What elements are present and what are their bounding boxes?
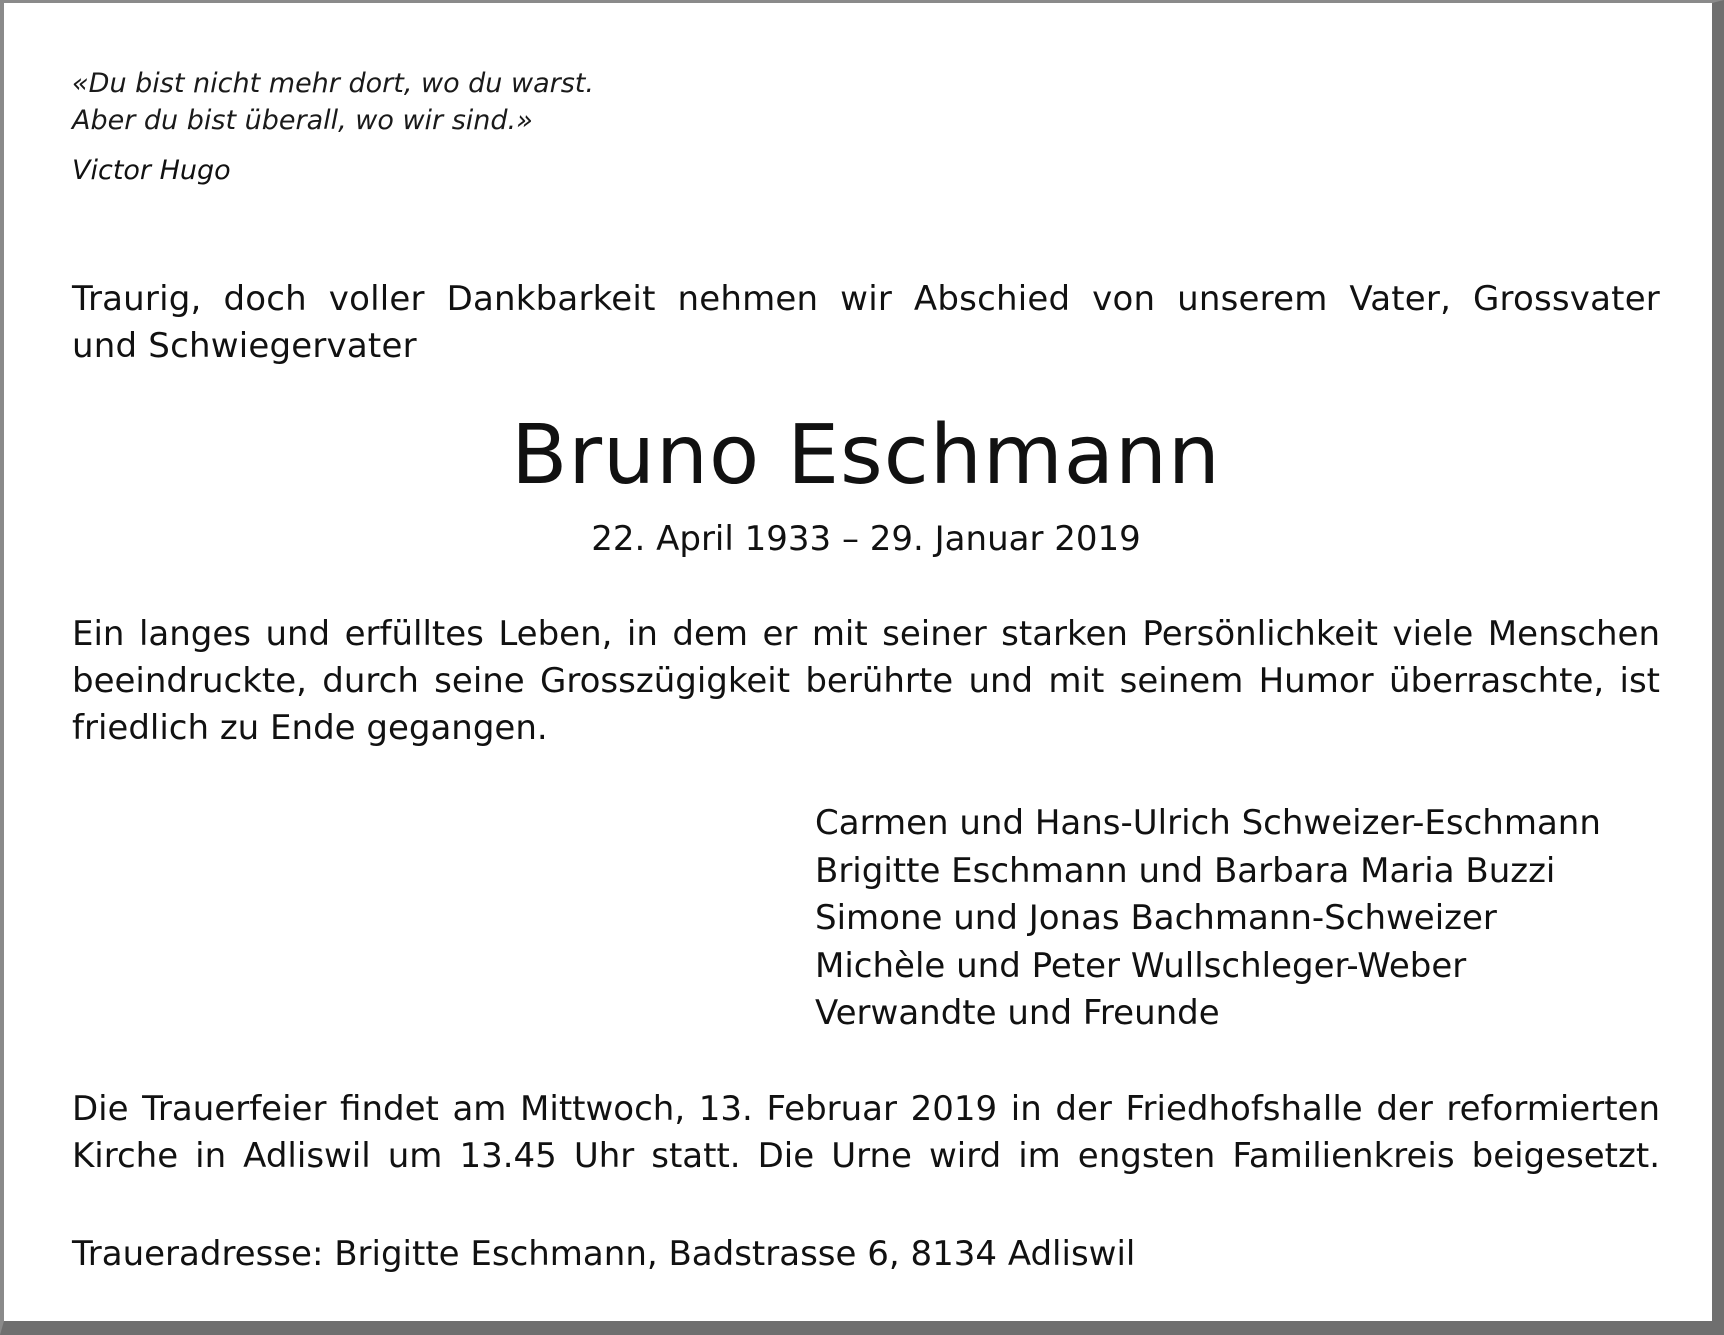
mourner-entry: Michèle und Peter Wullschleger-Weber: [815, 945, 1467, 986]
motto-line: «Du bist nicht mehr dort, wo du warst.: [72, 68, 594, 99]
intro-line: und Schwiegervater: [72, 326, 417, 366]
mourners-list: [815, 800, 1601, 1038]
service-line: Die Trauerfeier findet am Mittwoch, 13. Februar 2019 in der Friedhofshalle der reformierten: [72, 1089, 1660, 1129]
service-info: [72, 1086, 1660, 1180]
mourning-address: Traueradresse: Brigitte Eschmann, Badstrasse 6, 8134 Adliswil: [72, 1234, 1136, 1274]
tribute-line: friedlich zu Ende gegangen.: [72, 708, 548, 748]
motto-line: Aber du bist überall, wo wir sind.»: [72, 105, 533, 136]
intro-line: Traurig, doch voller Dankbarkeit nehmen wir Abschied von unserem Vater, Grossvater: [72, 279, 1660, 319]
motto-quote: [72, 65, 594, 139]
tribute-line: Ein langes und erfülltes Leben, in dem er mit seiner starken Persönlichkeit viele Menschen: [72, 614, 1660, 654]
service-line: Kirche in Adliswil um 13.45 Uhr statt. Die Urne wird im engsten Familienkreis beigesetzt.: [72, 1136, 1660, 1176]
intro-text: [72, 276, 1660, 370]
motto-author: Victor Hugo: [72, 155, 231, 186]
life-dates: 22. April 1933 – 29. Januar 2019: [591, 519, 1141, 559]
deceased-name: Bruno Eschmann: [511, 408, 1221, 503]
mourner-entry: Carmen und Hans-Ulrich Schweizer-Eschmann: [815, 803, 1601, 843]
mourner-entry: Brigitte Eschmann und Barbara Maria Buzzi: [815, 850, 1556, 891]
tribute-text: [72, 611, 1660, 752]
mourner-entry: Simone und Jonas Bachmann-Schweizer: [815, 898, 1497, 938]
tribute-line: beeindruckte, durch seine Grosszügigkeit berührte und mit seinem Humor überraschte, ist: [72, 661, 1660, 701]
mourner-entry: Verwandte und Freunde: [815, 993, 1220, 1033]
